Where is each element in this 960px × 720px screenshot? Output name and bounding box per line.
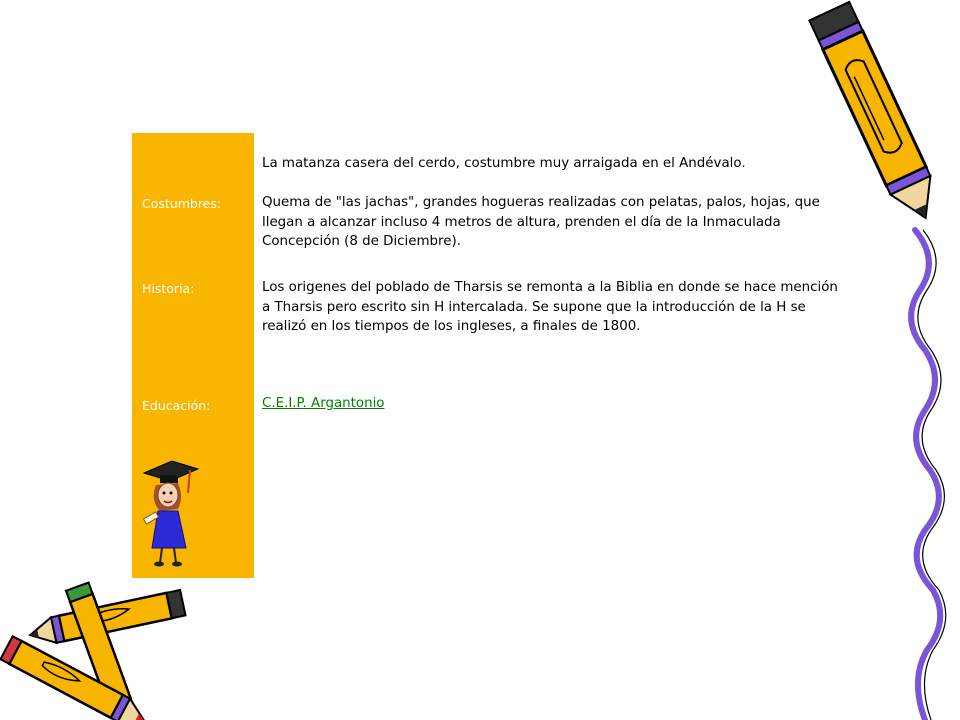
pencils-icon (0, 575, 200, 720)
costumbres-paragraph-2: Quema de "las jachas", grandes hogueras realizadas con pelatas, palos, hojas, que llegan a alcanzar incluso 4 metros de altura, prenden el día de la Inmaculada Concepción (8 de Diciembre). (262, 195, 820, 249)
costumbres-label: Costumbres: (142, 196, 222, 211)
pencil-icon (800, 0, 960, 240)
educacion-label: Educación: (142, 398, 211, 413)
sidebar-column (132, 133, 254, 578)
graduate-icon (140, 453, 200, 568)
ceip-argantonio-link[interactable]: C.E.I.P. Argantonio (262, 396, 385, 411)
costumbres-paragraph-1: La matanza casera del cerdo, costumbre muy arraigada en el Andévalo. (262, 156, 746, 171)
historia-label: Historia: (142, 281, 195, 296)
historia-paragraph: Los origenes del poblado de Tharsis se remonta a la Biblia en donde se hace mención a Tharsis pero escrito sin H intercalada. Se supone que la introducción de la H se realizó en los tiempos de los ingleses, a finales de 1800. (262, 280, 838, 334)
wavy-border-icon (895, 230, 960, 720)
